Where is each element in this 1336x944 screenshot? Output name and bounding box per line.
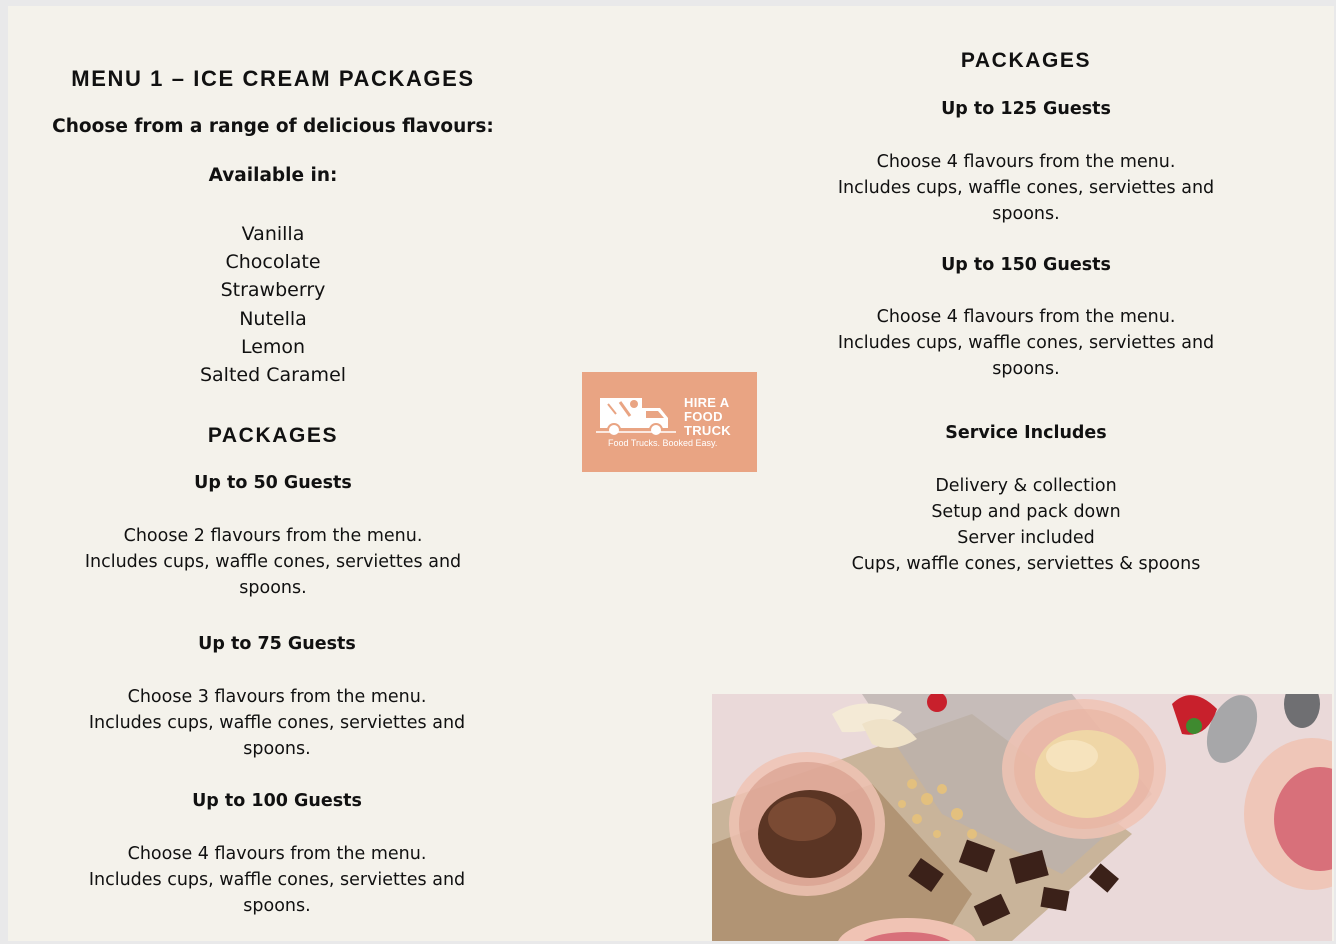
package-description: [800, 149, 1252, 227]
package-line: spoons.: [239, 578, 307, 598]
ice-cream-photo: [712, 694, 1332, 941]
package-line: Choose 4 flavours from the menu.: [876, 152, 1176, 172]
package-line: Includes cups, waffle cones, serviettes and: [837, 333, 1215, 353]
package-line: Choose 4 flavours from the menu.: [876, 307, 1176, 327]
flavour-item: Salted Caramel: [199, 364, 347, 387]
packages-heading: PACKAGES: [207, 424, 339, 447]
package-line: Includes cups, waffle cones, serviettes and: [88, 713, 466, 733]
packages-heading: PACKAGES: [960, 49, 1092, 72]
flavour-list: [48, 220, 498, 389]
logo-line: FOOD: [684, 409, 723, 424]
package-line: Includes cups, waffle cones, serviettes and: [84, 552, 462, 572]
flavour-item: Nutella: [239, 307, 307, 330]
service-item: Cups, waffle cones, serviettes & spoons: [851, 554, 1201, 574]
package-title: Up to 125 Guests: [941, 99, 1111, 119]
flavour-item: Chocolate: [225, 251, 321, 274]
package-title: Up to 150 Guests: [941, 255, 1111, 275]
service-list: [800, 473, 1252, 577]
logo-line: HIRE A: [684, 395, 730, 410]
package-line: Includes cups, waffle cones, serviettes and: [88, 870, 466, 890]
package-line: spoons.: [243, 739, 311, 759]
package-title: Up to 50 Guests: [194, 473, 352, 493]
flavour-item: Vanilla: [241, 223, 305, 245]
available-label: Available in:: [208, 165, 338, 186]
package-line: Choose 4 flavours from the menu.: [127, 844, 427, 864]
logo-line: TRUCK: [684, 423, 731, 438]
package-line: Choose 2 flavours from the menu.: [123, 526, 423, 546]
package-line: spoons.: [992, 204, 1060, 224]
package-line: spoons.: [992, 359, 1060, 379]
logo-tagline: Food Trucks. Booked Easy.: [608, 438, 718, 448]
package-line: Choose 3 flavours from the menu.: [127, 687, 427, 707]
package-title: Up to 100 Guests: [192, 791, 362, 811]
service-item: Server included: [957, 528, 1095, 548]
hire-a-food-truck-logo: [582, 372, 757, 472]
menu-page: [8, 6, 1334, 941]
package-description: [48, 523, 498, 601]
package-title: Up to 75 Guests: [198, 634, 356, 654]
flavour-item: Lemon: [240, 335, 306, 358]
flavours-intro: Choose from a range of delicious flavours:: [52, 116, 494, 137]
package-description: [52, 684, 502, 762]
flavour-item: Strawberry: [220, 279, 326, 302]
service-heading: Service Includes: [945, 423, 1107, 443]
package-line: spoons.: [243, 896, 311, 916]
ice-cream-photo-illustration: [712, 694, 1332, 941]
package-description: [800, 304, 1252, 382]
service-item: Delivery & collection: [935, 476, 1117, 496]
package-description: [52, 841, 502, 919]
menu-title: MENU 1 – ICE CREAM PACKAGES: [71, 66, 475, 91]
service-item: Setup and pack down: [931, 502, 1121, 522]
package-line: Includes cups, waffle cones, serviettes and: [837, 178, 1215, 198]
logo-wordmark: [684, 396, 731, 438]
